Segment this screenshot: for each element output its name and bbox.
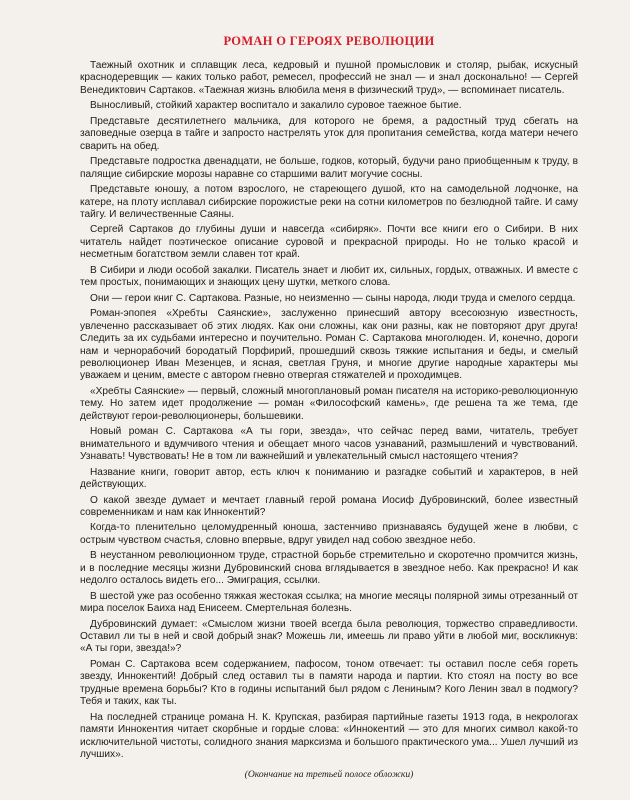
article-paragraph: Роман С. Сартакова всем содержанием, пафосом, тоном отвечает: ты оставил после себя гореть звезду, Иннокентий! Добрый след оставил ты в памяти народа и партии. Кто стоял на посту во все трудные времена борьбы? Кто в годины испытаний был рядом с Лениным? Кого Ленин звал в подмогу? Тебя и таких, как ты. [80, 658, 578, 708]
article-paragraph: Они — герои книг С. Сартакова. Разные, но неизменно — сыны народа, люди труда и смелого сердца. [90, 292, 576, 304]
article-body [80, 60, 578, 762]
article-paragraph: Название книги, говорит автор, есть ключ к пониманию и разгадке событий и характеров, в ней действующих. [80, 466, 578, 491]
article-paragraph: Таежный охотник и сплавщик леса, кедровый и пушной промысловик и столяр, рыбак, искусный краснодеревщик — каких только работ, ремесел, профессий не знал — и знал досконально! — Сергей Венедиктович Сартаков. «Таежная жизнь влюбила меня в физический труд», — вспоминает писатель. [80, 60, 578, 96]
article-paragraph: Представьте десятилетнего мальчика, для которого не бремя, а радостный труд сбегать на заповедные озерца в тайге и запросто настрелять уток для пропитания семейства, когда матери нечего сварить на обед. [80, 115, 578, 152]
article-paragraph: Дубровинский думает: «Смыслом жизни твоей всегда была революция, торжество справедливости. Оставил ли ты в ней и свой добрый знак? Можешь ли, имеешь ли право уйти в любой миг, воскликнув: «А ты гори, звезда!»? [80, 618, 578, 655]
article-paragraph: Роман-эпопея «Хребты Саянские», заслуженно принесший автору всесоюзную известность, увлеченно рассказывает об этих людях. Как они сложны, как они разны, как не повторяют друг друга! Следить за их судьбами интересно и поучительно. Роман С. Сартакова многолюден. И, конечно, дороги нам и чернорабочий бородатый Порфирий, прошедший сквозь тяжкие испытания и беды, и смелый революционер Иван Мезенцев, и ясная, светлая Груня, и многие другие народные характеры мы уважаем и ценим, вместе с автором гневно отвергая стяжателей и проходимцев. [80, 308, 578, 382]
article-paragraph: О какой звезде думает и мечтает главный герой романа Иосиф Дубровинский, более известный современникам и нам как Иннокентий? [80, 494, 578, 518]
article-paragraph: В неустанном революционном труде, страстной борьбе стремительно и скоротечно промчится жизнь, и в последние месяцы жизни Дубровинский снова вглядывается в звездное небо. Как прекрасно! И как недолго осталось видеть его... Эмиграция, ссылки. [80, 550, 578, 587]
article-paragraph: В шестой уже раз особенно тяжкая жестокая ссылка; на многие месяцы полярной зимы отрезанный от мира поселок Баиха над Енисеем. Смертельная болезнь. [80, 590, 578, 615]
article-paragraph: На последней странице романа Н. К. Крупская, разбирая партийные газеты 1913 года, в некрологах памяти Иннокентия читает скорбные и гордые слова: «Иннокентий — это для многих символ какой-то исключительной чистоты, солидного знания марксизма и большого практического ума... Ушел лучший из лучших». [80, 711, 578, 761]
article-paragraph: Когда-то пленительно целомудренный юноша, застенчиво признаваясь будущей жене в любви, с острым чувством счастья, словно впервые, вдруг увидел над собою звездное небо. [80, 522, 578, 546]
article-paragraph: «Хребты Саянские» — первый, сложный многоплановый роман писателя на историко-революционную тему. Но затем идет продолжение — роман «Философский камень», где решена та же тема, где действуют герои-революционеры, большевики. [80, 385, 578, 422]
article-paragraph: Представьте подростка двенадцати, не больше, годков, который, будучи рано приобщенным к труду, в палящие сибирские морозы наравне со старшими валит могучие сосны. [80, 156, 578, 180]
article-paragraph: Сергей Сартаков до глубины души и навсегда «сибиряк». Почти все книги его о Сибири. В них читатель найдет поэтическое описание суровой и прекрасной природы. Но не только красой и несметным богатством земли славен тот край. [80, 224, 578, 261]
article-paragraph: Новый роман С. Сартакова «А ты гори, звезда», что сейчас перед вами, читатель, требует внимательного и вдумчивого чтения и обещает много часов узнаваний, размышлений и чувствований. Узнавать! Чувствовать! Не в том ли важнейший и увлекательный смысл настоящего чтения? [80, 426, 578, 463]
page-title: РОМАН О ГЕРОЯХ РЕВОЛЮЦИИ [223, 34, 435, 48]
article-paragraph: Выносливый, стойкий характер воспитало и закалило суровое таежное бытие. [90, 100, 462, 112]
article-paragraph: Представьте юношу, а потом взрослого, не стареющего душой, кто на самодельной лодчонке, на катере, на плоту исплавал сибирские порожистые реки на сотни километров по безлюдной тайге. И саму тайгу. И величественные Саяны. [80, 184, 578, 220]
article-paragraph: В Сибири и люди особой закалки. Писатель знает и любит их, сильных, гордых, отважных. И вместе с тем простых, понимающих и знающих цену шутки, меткого слова. [80, 264, 578, 289]
continuation-note: (Окончание на третьей полосе обложки) [244, 768, 414, 780]
